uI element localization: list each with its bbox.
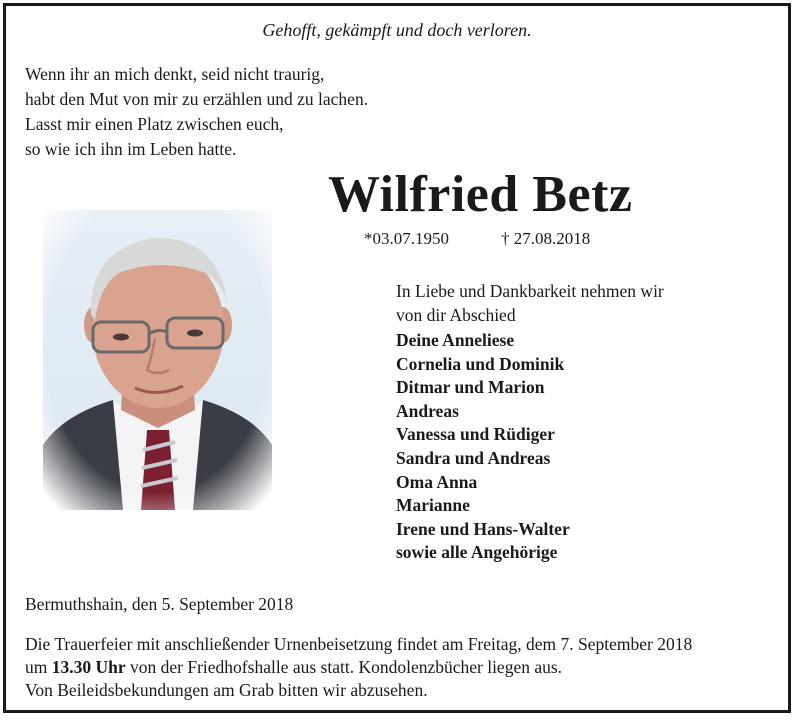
notice-line — [25, 656, 692, 679]
portrait-photo — [43, 210, 272, 510]
mourner-name: Ditmar und Marion — [396, 377, 545, 398]
poem — [25, 62, 368, 162]
portrait-photo-icon — [43, 210, 272, 510]
mourner-name: Vanessa und Rüdiger — [396, 424, 555, 445]
mourner-name: sowie alle Angehörige — [396, 542, 558, 563]
funeral-notice — [25, 633, 692, 702]
intro-line: von dir Abschied — [396, 305, 516, 325]
notice-line: Von Beileidsbekundungen am Grab bitten wir abzusehen. — [25, 680, 428, 700]
mourner-name: Andreas — [396, 400, 459, 421]
notice-prefix: um — [25, 657, 52, 677]
mourners-list — [396, 329, 570, 565]
place-date: Bermuthshain, den 5. September 2018 — [25, 594, 294, 614]
ceremony-time: 13.30 Uhr — [51, 657, 126, 677]
intro-line: In Liebe und Dankbarkeit nehmen wir — [396, 281, 664, 301]
mourner-name: Cornelia und Dominik — [396, 353, 565, 374]
deceased-name: Wilfried Betz — [328, 166, 633, 223]
notice-line: Die Trauerfeier mit anschließender Urnenbeisetzung findet am Freitag, dem 7. September 2018 — [25, 634, 693, 654]
poem-line: so wie ich ihn im Leben hatte. — [25, 139, 237, 159]
death-date: † 27.08.2018 — [501, 229, 591, 248]
poem-line: Lasst mir einen Platz zwischen euch, — [25, 114, 284, 134]
motto: Gehofft, gekämpft und doch verloren. — [262, 20, 532, 40]
notice-suffix: von der Friedhofshalle aus statt. Kondolenzbücher liegen aus. — [125, 657, 563, 677]
poem-line: Wenn ihr an mich denkt, seid nicht traurig, — [25, 64, 325, 84]
mourner-name: Irene und Hans-Walter — [396, 518, 570, 539]
mourner-name: Marianne — [396, 495, 470, 516]
intro-text — [396, 279, 664, 327]
mourner-name: Sandra und Andreas — [396, 447, 551, 468]
mourner-name: Oma Anna — [396, 471, 478, 492]
poem-line: habt den Mut von mir zu erzählen und zu lachen. — [25, 89, 369, 109]
birth-date: *03.07.1950 — [364, 229, 449, 248]
mourner-name: Deine Anneliese — [396, 330, 515, 350]
